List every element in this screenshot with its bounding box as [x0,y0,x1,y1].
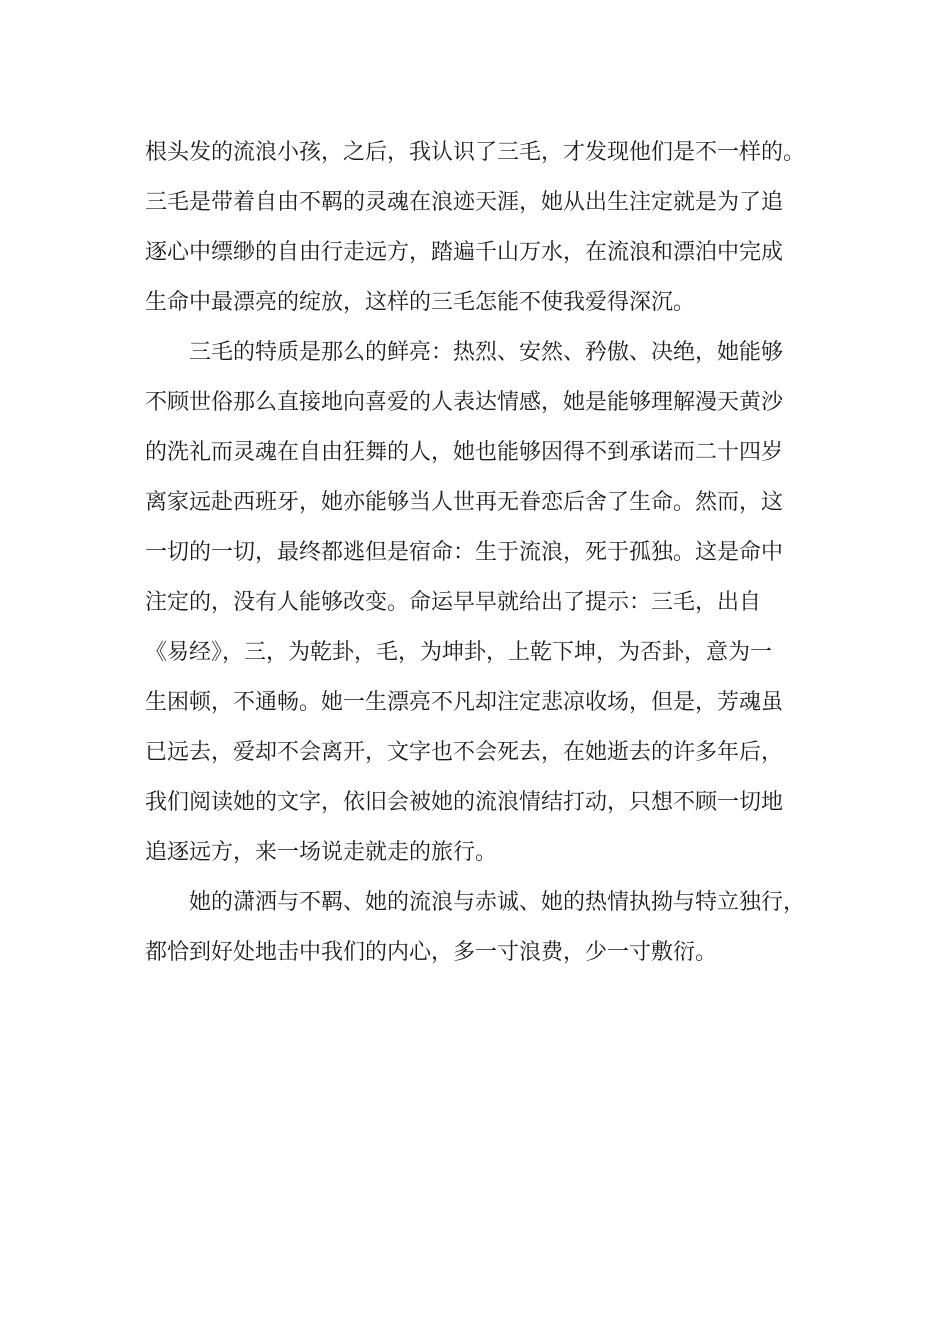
paragraph-2-line-2: 不顾世俗那么直接地向喜爱的人表达情感，她是能够理解漫天黄沙 [145,390,784,415]
paragraph-2-line-10: 我们阅读她的文字，依旧会被她的流浪情结打动，只想不顾一切地 [145,790,784,815]
paragraph-2-line-7: 《易经》，三，为乾卦，毛，为坤卦，上乾下坤，为否卦，意为一 [145,640,773,665]
body-text [145,128,835,978]
paragraph-2-line-5: 一切的一切，最终都逃但是宿命：生于流浪，死于孤独。这是命中 [145,540,784,565]
paragraph-3-line-1: 她的潇洒与不羁、她的流浪与赤诚、她的热情执拗与特立独行， [189,890,806,915]
paragraph-2-line-6: 注定的，没有人能够改变。命运早早就给出了提示：三毛，出自 [145,590,762,615]
paragraph-2-line-11: 追逐远方，来一场说走就走的旅行。 [145,840,498,865]
paragraph-2-line-8: 生困顿，不通畅。她一生漂亮不凡却注定悲凉收场，但是，芳魂虽 [145,690,784,715]
paragraph-3-line-2: 都恰到好处地击中我们的内心，多一寸浪费，少一寸敷衍。 [145,940,718,965]
paragraph-1-line-2: 三毛是带着自由不羁的灵魂在浪迹天涯，她从出生注定就是为了追 [145,190,784,215]
paragraph-1-line-1: 根头发的流浪小孩，之后，我认识了三毛，才发现他们是不一样的。 [145,140,806,165]
paragraph-1-line-4: 生命中最漂亮的绽放，这样的三毛怎能不使我爱得深沉。 [145,290,696,315]
paragraph-2-line-3: 的洗礼而灵魂在自由狂舞的人，她也能够因得不到承诺而二十四岁 [145,440,784,465]
paragraph-2-line-1: 三毛的特质是那么的鲜亮：热烈、安然、矜傲、决绝，她能够 [189,340,784,365]
paragraph-2-line-4: 离家远赴西班牙，她亦能够当人世再无眷恋后舍了生命。然而，这 [145,490,784,515]
paragraph-1-line-3: 逐心中缥缈的自由行走远方，踏遍千山万水，在流浪和漂泊中完成 [145,240,784,265]
paragraph-2-line-9: 已远去，爱却不会离开，文字也不会死去，在她逝去的许多年后， [145,740,784,765]
